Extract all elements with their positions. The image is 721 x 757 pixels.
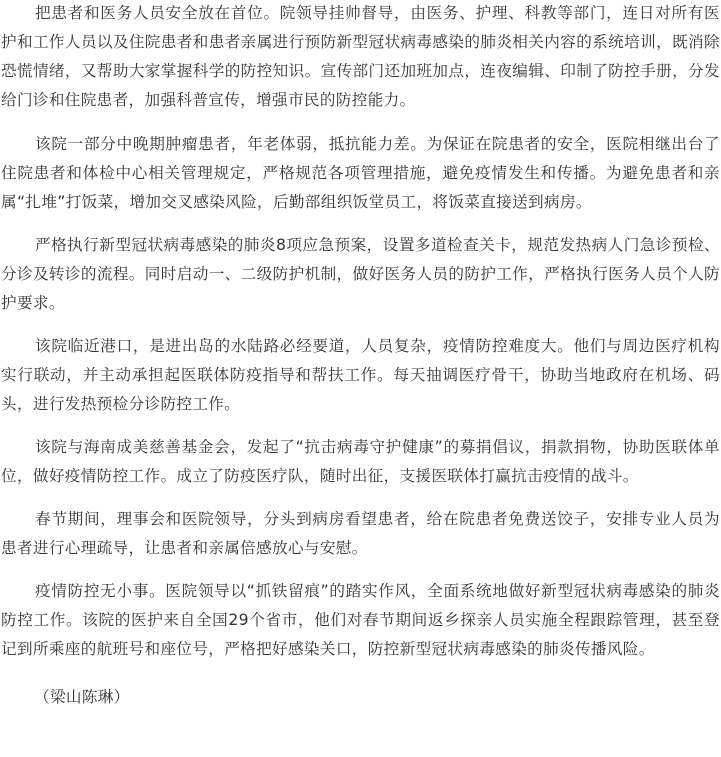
paragraph-5: 该院与海南成美慈善基金会，发起了“抗击病毒守护健康”的募捐倡议，捐款捐物，协助医联体单位，做好疫情防控工作。成立了防疫医疗队，随时出征，支援医联体打赢抗击疫情的战斗。 <box>1 438 720 485</box>
paragraph-3: 严格执行新型冠状病毒感染的肺炎8项应急预案，设置多道检查关卡，规范发热病人门急诊预检、分诊及转诊的流程。同时启动一、二级防护机制，做好医务人员的防护工作，严格执行医务人员个人防护要求。 <box>1 236 720 312</box>
paragraph-6: 春节期间，理事会和医院领导，分头到病房看望患者，给在院患者免费送饺子，安排专业人员为患者进行心理疏导，让患者和亲属倍感放心与安慰。 <box>1 510 720 557</box>
paragraph-7: 疫情防控无小事。医院领导以“抓铁留痕”的踏实作风，全面系统地做好新型冠状病毒感染的肺炎防控工作。该院的医护来自全国29个省市，他们对春节期间返乡探亲人员实施全程跟踪管理，甚至登记到所乘座的航班号和座位号，严格把好感染关口，防控新型冠状病毒感染的肺炎传播风险。 <box>1 582 720 658</box>
author-byline: （梁山陈琳） <box>34 688 130 706</box>
paragraph-1: 把患者和医务人员安全放在首位。院领导挂帅督导，由医务、护理、科教等部门，连日对所有医护和工作人员以及住院患者和患者亲属进行预防新型冠状病毒感染的肺炎相关内容的系统培训，既消除恐慌情绪，又帮助大家掌握科学的防控知识。宣传部门还加班加点，连夜编辑、印制了防控手册，分发给门诊和住院患者，加强科普宣传，增强市民的防控能力。 <box>1 4 720 109</box>
paragraph-4: 该院临近港口，是进出岛的水陆路必经要道，人员复杂，疫情防控难度大。他们与周边医疗机构实行联动，并主动承担起医联体防疫指导和帮扶工作。每天抽调医疗骨干，协助当地政府在机场、码头，进行发热预检分诊防控工作。 <box>1 337 720 413</box>
paragraph-2: 该院一部分中晚期肿瘤患者，年老体弱，抵抗能力差。为保证在院患者的安全，医院相继出台了住院患者和体检中心相关管理规定，严格规范各项管理措施，避免疫情发生和传播。为避免患者和亲属“扎堆”打饭菜，增加交叉感染风险，后勤部组织饭堂员工，将饭菜直接送到病房。 <box>1 135 720 211</box>
